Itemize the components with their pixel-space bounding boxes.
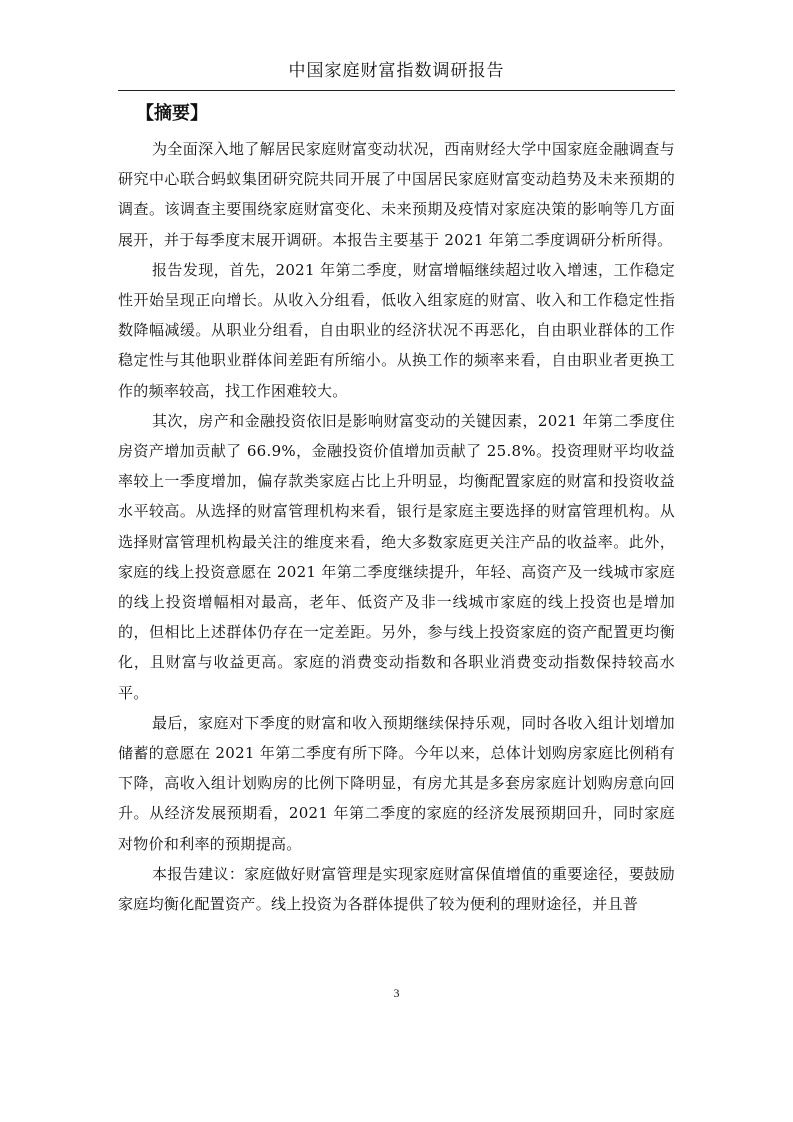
running-header [118,58,675,91]
paragraph-findings-last: 最后，家庭对下季度的财富和收入预期继续保持乐观，同时各收入组计划增加储蓄的意愿在 2021 年第二季度有所下降。今年以来，总体计划购房家庭比例稍有下降，高收入组计划购房的比例下降明显，有房尤其是多套房家庭计划购房意向回升。从经济发展预期看，2021 年第二季度的家庭的经济发展预期回升，同时家庭对物价和利率的预期提高。 [118,713,675,853]
page-number: 3 [393,986,400,1000]
report-title: 中国家庭财富指数调研报告 [288,61,505,81]
paragraph-findings-second: 其次，房产和金融投资依旧是影响财富变动的关键因素，2021 年第二季度住房资产增加贡献了 66.9%，金融投资价值增加贡献了 25.8%。投资理财平均收益率较上一季度增加，偏存款类家庭占比上升明显，均衡配置家庭的财富和投资收益水平较高。从选择的财富管理机构来看，银行是家庭主要选择的财富管理机构。从选择财富管理机构最关注的维度来看，绝大多数家庭更关注产品的收益率。此外，家庭的线上投资意愿在 2021 年第二季度继续提升，年轻、高资产及一线城市家庭的线上投资增幅相对最高，老年、低资产及非一线城市家庭的线上投资也是增加的，但相比上述群体仍存在一定差距。另外，参与线上投资家庭的资产配置更均衡化，且财富与收益更高。家庭的消费变动指数和各职业消费变动指数保持较高水平。 [118,411,675,702]
paragraph-recommendation: 本报告建议：家庭做好财富管理是实现家庭财富保值增值的重要途径，要鼓励家庭均衡化配置资产。线上投资为各群体提供了较为便利的理财途径，并且普 [118,864,675,914]
paragraph-findings-first: 报告发现，首先，2021 年第二季度，财富增幅继续超过收入增速，工作稳定性开始呈现正向增长。从收入分组看，低收入组家庭的财富、收入和工作稳定性指数降幅减缓。从职业分组看，自由职业的经济状况不再恶化，自由职业群体的工作稳定性与其他职业群体间差距有所缩小。从换工作的频率来看，自由职业者更换工作的频率较高，找工作困难较大。 [118,260,675,400]
section-title-abstract: 【摘要】 [136,103,208,124]
abstract-section [118,96,675,919]
paragraph-intro: 为全面深入地了解居民家庭财富变动状况，西南财经大学中国家庭金融调查与研究中心联合蚂蚁集团研究院共同开展了中国居民家庭财富变动趋势及未来预期的调查。该调查主要围绕家庭财富变化、未来预期及疫情对家庭决策的影响等几方面展开，并于每季度末展开调研。本报告主要基于 2021 年第二季度调研分析所得。 [118,140,675,249]
